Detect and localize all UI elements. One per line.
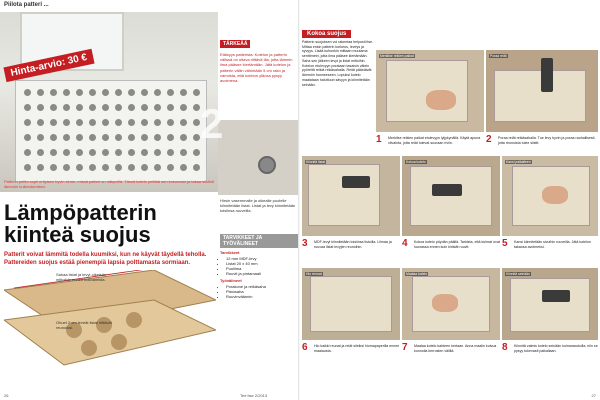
tip-box [220, 32, 298, 110]
cover-hole [128, 134, 135, 141]
hero-caption: Patterin peitto sopii erityisen hyvin sinne, missä patteri on näkyvillä. Tässä kotelo peittää sen kokonaan ja takaa siististi lämmön kulkeutumisen. [4, 179, 215, 189]
cover-hole [89, 164, 96, 171]
step-8-number: 8 [502, 342, 508, 353]
cover-hole [37, 134, 44, 141]
list-item: • Pistosaha [226, 289, 298, 294]
cover-hole [193, 104, 200, 111]
cover-hole [37, 119, 44, 126]
cover-hole [63, 149, 70, 156]
cover-hole [115, 89, 122, 96]
step-4-text: Kokoa kotelo pöydän päällä. Tarkista, että kulmat ovat suorassa ennen kuin kiristät ruuvit. [414, 240, 500, 249]
step-2-image-label: Poraa reiät [490, 54, 507, 58]
cover-hole [102, 104, 109, 111]
cover-hole [76, 164, 83, 171]
cover-hole [76, 119, 83, 126]
cover-hole [24, 89, 31, 96]
cover-hole [193, 119, 200, 126]
section-heading: Kokoa suojus [302, 30, 351, 38]
cover-hole [128, 119, 135, 126]
cover-hole [141, 119, 148, 126]
hero-photo [0, 12, 218, 192]
cover-hole [167, 89, 174, 96]
cover-hole [24, 104, 31, 111]
step-3-image-label: Kiinnitä listat [306, 160, 326, 164]
closeup-photo [218, 120, 298, 195]
cover-hole [167, 104, 174, 111]
step-1-image-label: Merkitse reikien paikat [380, 54, 414, 58]
cover-hole [24, 164, 31, 171]
tip-body: Etäisyys patterista: Kotelon ja patterin välissä on oltava riittävä tila, jotta lämmin ilma pääsee kiertämään. Jätä kotelon ja patterin väliin vähintään 5 cm rako ja varmista, että kotelon yläosa pysyy avoimena. [220, 52, 293, 83]
cover-hole [115, 164, 122, 171]
tools-heading: TARVIKKEET JA TYÖVÄLINEET [220, 234, 298, 248]
cover-hole [167, 164, 174, 171]
article-title [4, 202, 157, 246]
right-page [300, 0, 600, 400]
section-label: Piilota patteri ... [4, 2, 49, 8]
step-3-photo [302, 156, 400, 236]
cover-hole [154, 164, 161, 171]
cover-hole [115, 119, 122, 126]
cover-hole [89, 104, 96, 111]
cover-hole [115, 104, 122, 111]
cover-hole [37, 104, 44, 111]
cover-hole [115, 149, 122, 156]
intro-text: Patterin suojuksen voi rakentaa helposti itse. Mittaa ensin patterin korkeus, leveys ja syvyys. Lisää kuhunkin mittaan muutama senttimetri, jotta ilma pääsee kiertämään. Saha sen jälkeen levyt ja listat mittoihin. Kotelon etulevyyn porataan tasaisin välein pyöreitä reikiä reikäsahalla. Reiät päästävät lämmön huoneeseen. Lopuksi kotelo maalataan haluttuun sävyyn ja kiinnitetään seinään. [302, 40, 374, 87]
cover-hole [167, 149, 174, 156]
cover-hole [37, 89, 44, 96]
cover-hole [141, 134, 148, 141]
price-tag: Hinta-arvio: 30 € [3, 49, 94, 82]
lumber-label-2: Ohuet 2 cm leveät listat riittävät reunoiksi. [56, 320, 112, 330]
cover-hole [141, 149, 148, 156]
step-4-photo [402, 156, 500, 236]
cover-hole [193, 164, 200, 171]
list-item: • Listat 20 x 40 mm [226, 261, 298, 266]
title-line-2: kiinteä suojus [4, 222, 151, 247]
step-5-image-label: Kansi paikalleen [506, 160, 531, 164]
list-item: • 12 mm MDF-levy [226, 256, 298, 261]
cover-hole [180, 89, 187, 96]
cover-hole [102, 89, 109, 96]
cover-hole [193, 149, 200, 156]
step-6-image-label: Hio reunat [306, 272, 322, 276]
step-7-photo [402, 268, 500, 340]
cover-hole [50, 164, 57, 171]
title-line-1: Lämpöpatterin [4, 200, 157, 225]
page-number-left: 26 [4, 393, 9, 398]
page-number-right: 27 [591, 393, 596, 398]
materials-list [220, 256, 298, 276]
cover-hole [180, 164, 187, 171]
cover-hole [50, 149, 57, 156]
cover-hole [63, 104, 70, 111]
cover-hole [154, 149, 161, 156]
cover-hole [63, 119, 70, 126]
step-2-photo [486, 50, 598, 132]
step-7-image-label: Maalaa kotelo [406, 272, 428, 276]
cover-hole [89, 149, 96, 156]
cover-hole [50, 104, 57, 111]
step-2-number: 2 [486, 134, 492, 145]
cover-hole [128, 89, 135, 96]
tools-list [220, 284, 298, 299]
step-7-text: Maalaa kotelo kahteen kertaan. Anna maalin kuivua kunnolla kerrosten välillä. [414, 344, 497, 353]
lumber-label-1: Sahaa listat ja levyt oikeisiin mittoihin ennen kokoamista. [56, 272, 106, 282]
cover-hole [102, 164, 109, 171]
radiator-cover-illustration [15, 80, 207, 182]
cover-hole [50, 134, 57, 141]
step-8-image-label: Kiinnitä seinään [506, 272, 530, 276]
step-1-text: Merkitse reikien paikat etulevyyn lyijykynällä. Käytä apuna viivainta, jotta reiät tulevat suoraan riviin. [388, 136, 481, 145]
magazine-issue: Tee itse 2/2013 [240, 393, 268, 398]
cover-hole [37, 149, 44, 156]
step-8-photo [502, 268, 598, 340]
cover-hole [154, 119, 161, 126]
cover-hole [154, 89, 161, 96]
cover-hole [24, 134, 31, 141]
step-2-text: Poraa reiät reikäsahalla. Tue levy hyvin ja poraa rauhallisesti, jotta reunoista tulee siistit. [498, 136, 596, 145]
cover-hole [180, 104, 187, 111]
cover-hole [50, 119, 57, 126]
cover-hole [115, 134, 122, 141]
step-3-number: 3 [302, 238, 308, 249]
cover-hole [128, 104, 135, 111]
materials-subheading: Tarvikkeet [220, 250, 240, 255]
cover-hole [50, 89, 57, 96]
cover-hole [154, 104, 161, 111]
list-item: • Ruuvinväännin [226, 294, 298, 299]
cover-hole [76, 89, 83, 96]
tools-subheading: Työvälineet [220, 278, 242, 283]
cover-hole [37, 164, 44, 171]
cover-hole [63, 164, 70, 171]
list-item: • Ruuvit ja pintamaali [226, 271, 298, 276]
cover-hole [193, 134, 200, 141]
step-4-image-label: Kokoa kotelo [406, 160, 426, 164]
step-7-number: 7 [402, 342, 408, 353]
tools-box [220, 234, 298, 299]
lead-paragraph: Patterit voivat lämmitä todella kuumiksi, kun ne käyvät täydellä teholla. Pattereiden suojus estää pienempiä lapsia polttamasta sormiaan. [4, 252, 207, 266]
cover-hole [24, 149, 31, 156]
step-6-number: 6 [302, 342, 308, 353]
cover-hole [167, 119, 174, 126]
cover-hole [89, 134, 96, 141]
cover-hole [180, 134, 187, 141]
cover-hole [141, 164, 148, 171]
cover-hole [167, 134, 174, 141]
cover-hole [63, 134, 70, 141]
cover-hole [102, 149, 109, 156]
step-6-photo [302, 268, 400, 340]
cover-hole [193, 89, 200, 96]
cover-hole [102, 119, 109, 126]
step-1-number: 1 [376, 134, 382, 145]
cover-hole [76, 149, 83, 156]
screw-icon [258, 156, 276, 174]
step-4-number: 4 [402, 238, 408, 249]
cover-hole [76, 104, 83, 111]
cover-hole [24, 119, 31, 126]
step-6-text: Hio kaikki reunat ja reiät sileiksi hiomapaperilla ennen maalausta. [314, 344, 400, 353]
closeup-caption: Hirsin vasemmalle ja oikealle puolelle kiinnitetään listat. Listat ja levy kiinnitetään toisiinsa ruuveilla. [220, 198, 296, 214]
tip-heading: TÄRKEÄÄ [220, 40, 250, 48]
cover-hole [180, 119, 187, 126]
closeup-number: 2 [200, 100, 224, 147]
step-8-text: Kiinnitä valmis kotelo seinään kulmaraudoilla, niin se pysyy tukevasti paikallaan. [514, 344, 598, 353]
cover-hole [141, 89, 148, 96]
cover-hole [141, 104, 148, 111]
step-3-text: MDF-levyt kiinnitetään toisiinsa listoilla. Liimaa ja ruuvaa listat levyjen reunoihin. [314, 240, 392, 249]
cover-hole [76, 134, 83, 141]
step-5-number: 5 [502, 238, 508, 249]
cover-hole [63, 89, 70, 96]
cover-hole [154, 134, 161, 141]
cover-hole [89, 89, 96, 96]
step-5-photo [502, 156, 598, 236]
cover-hole [128, 164, 135, 171]
cover-hole [180, 149, 187, 156]
list-item: • Puuliima [226, 266, 298, 271]
cover-hole [89, 119, 96, 126]
step-1-photo [376, 50, 484, 132]
cover-hole [128, 149, 135, 156]
step-5-text: Kansi kiinnitetään sivuihin ruuveilla. Jätä kotelon takaosa avoimeksi. [514, 240, 591, 249]
cover-hole [102, 134, 109, 141]
list-item: • Porakone ja reikäsaha [226, 284, 298, 289]
